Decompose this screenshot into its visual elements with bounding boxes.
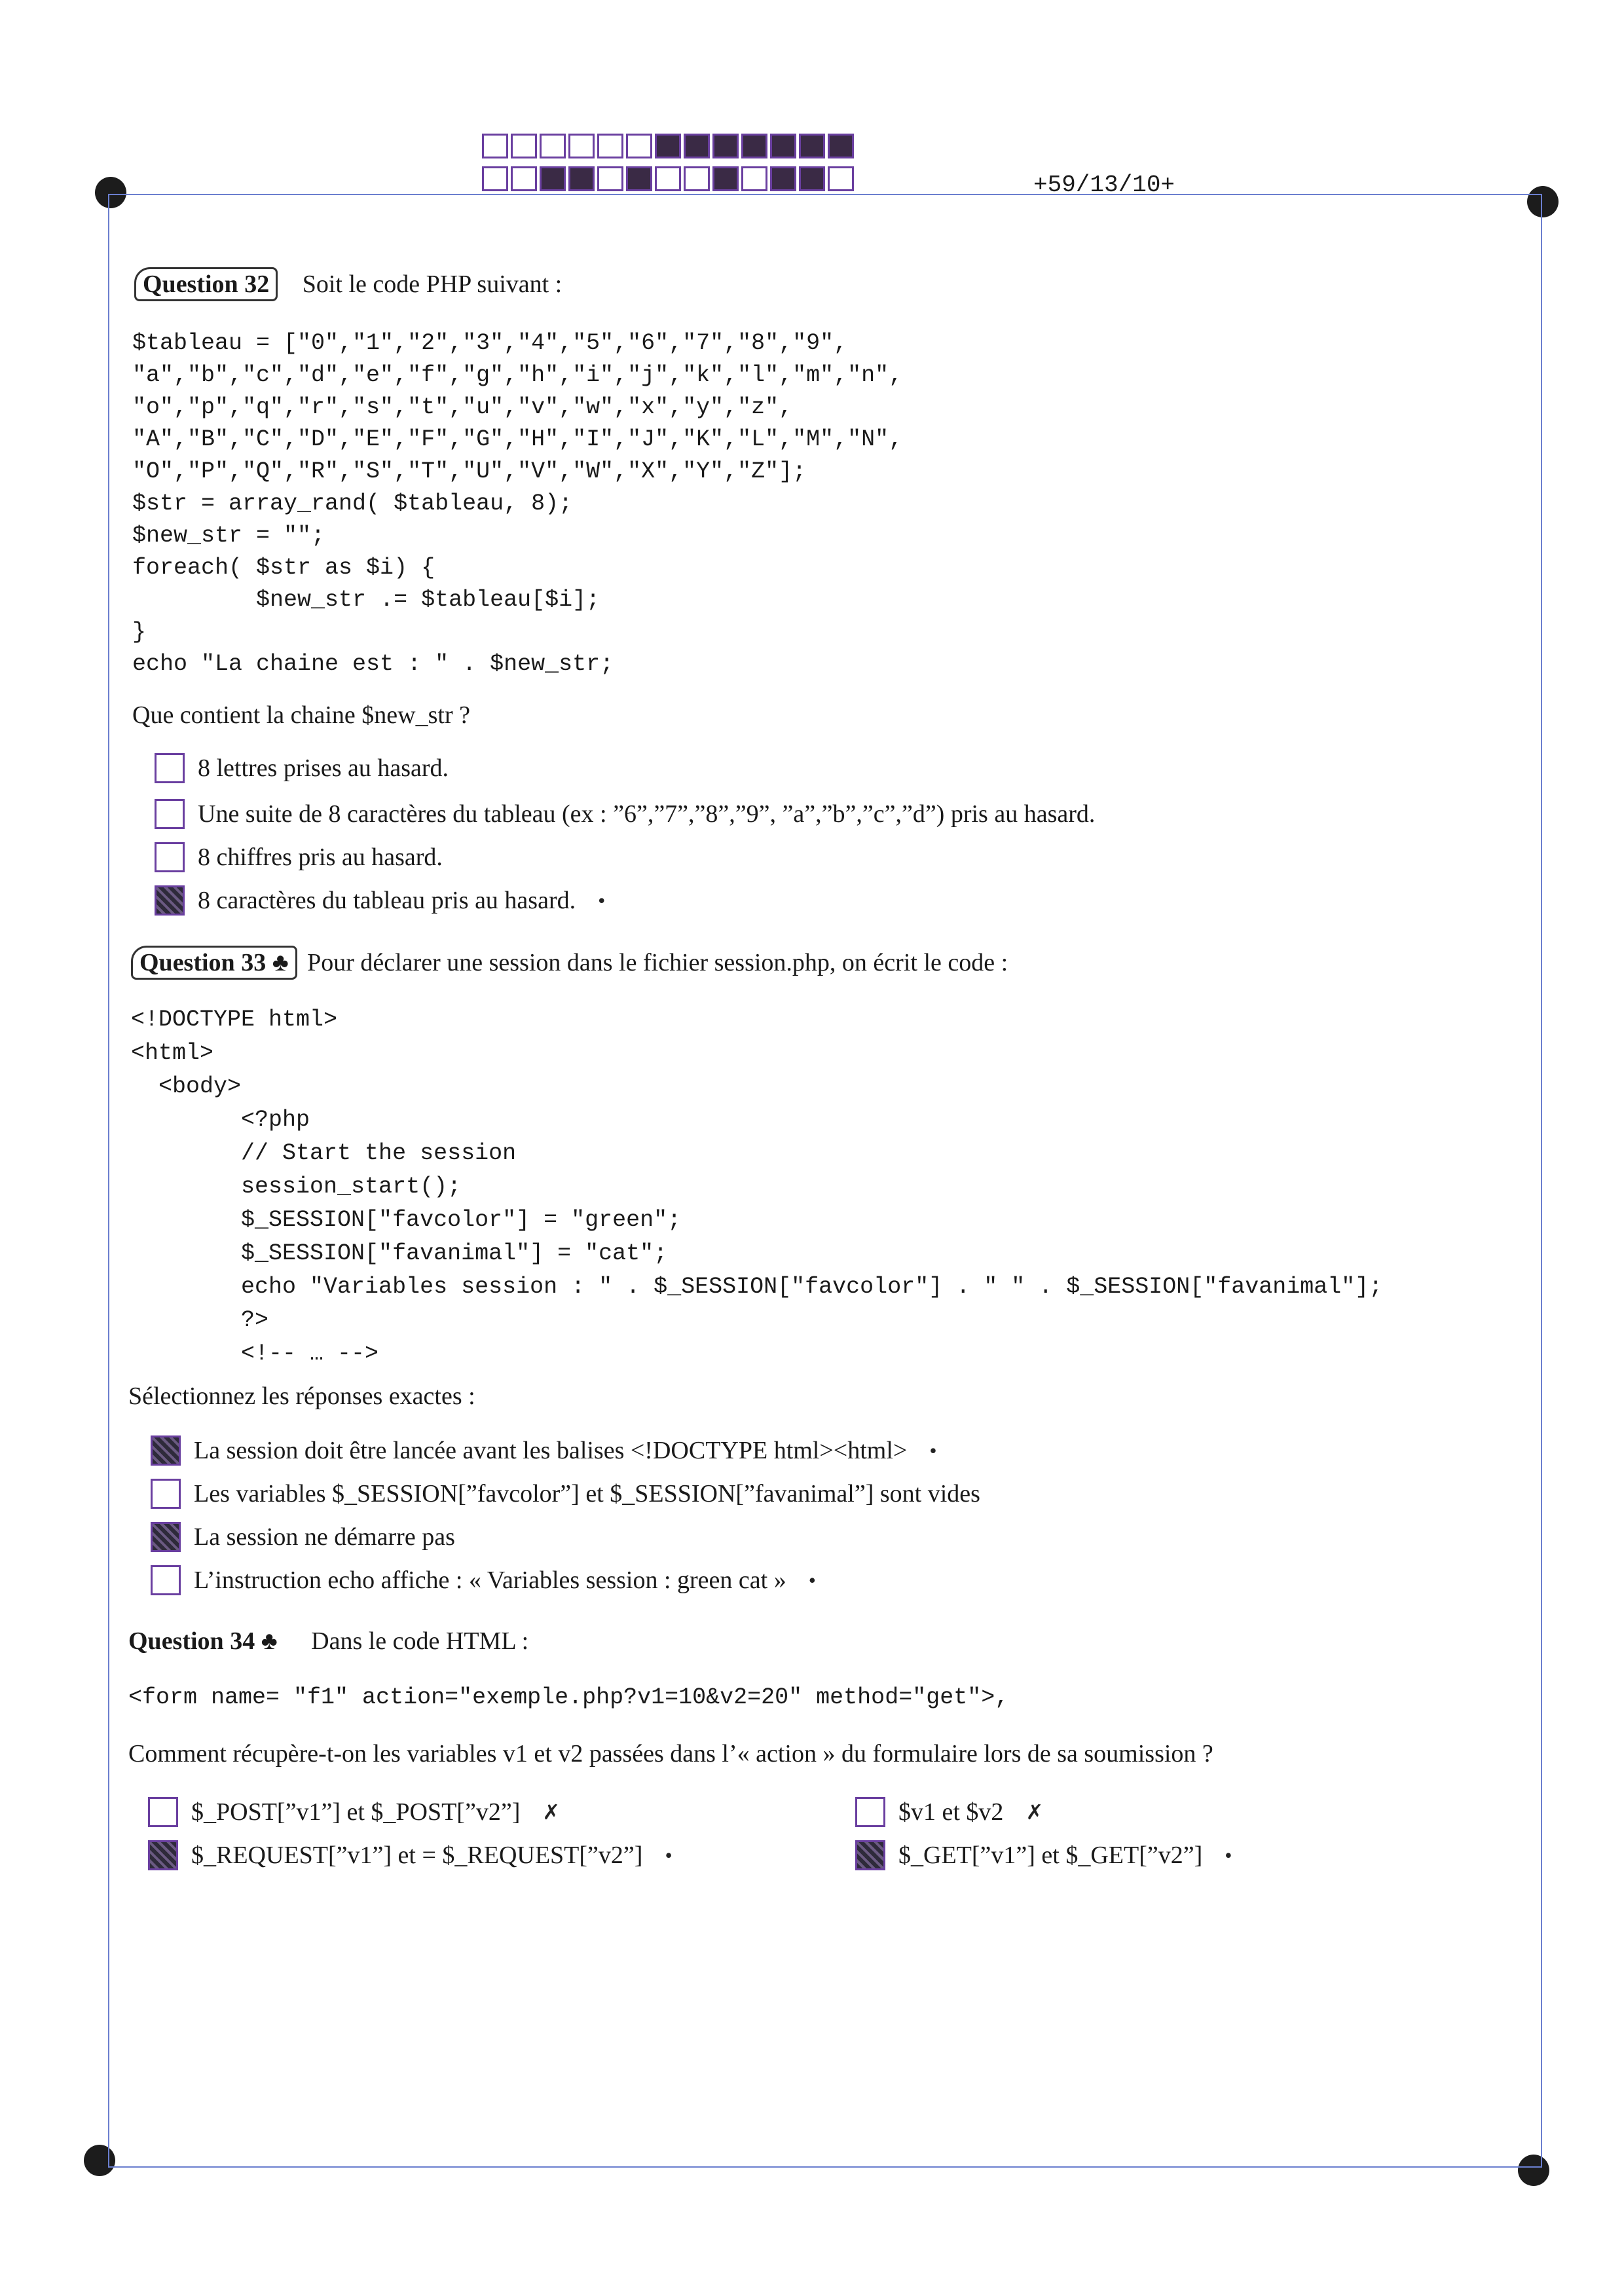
q32-code-line: foreach( $str as $i) {: [132, 555, 435, 581]
q32-option-4-mark: •: [598, 888, 606, 912]
barcode-cell: [799, 134, 825, 158]
q33-option-1[interactable]: [151, 1435, 937, 1466]
question-33-header: [131, 948, 1008, 977]
question-33-intro: Pour déclarer une session dans le fichier session.php, on écrit le code :: [307, 949, 1008, 976]
barcode-cell: [511, 166, 537, 191]
barcode-cell: [655, 166, 681, 191]
barcode-cell: [741, 166, 767, 191]
question-33-prompt: Sélectionnez les réponses exactes :: [128, 1382, 475, 1410]
barcode-cell: [597, 134, 623, 158]
question-32-intro: Soit le code PHP suivant :: [302, 270, 563, 298]
q33-code-line: <html>: [131, 1040, 214, 1066]
q32-checkbox-1[interactable]: [155, 753, 185, 783]
q32-code-line: $new_str .= $tableau[$i];: [132, 587, 600, 613]
q32-code-line: "A","B","C","D","E","F","G","H","I","J","K","L","M","N",: [132, 426, 903, 453]
q34-option-1[interactable]: [148, 1797, 560, 1827]
q34-option-2[interactable]: [855, 1797, 1043, 1827]
barcode-cell: [741, 134, 767, 158]
page-code: +59/13/10+: [1033, 172, 1175, 198]
barcode-cell: [626, 166, 652, 191]
barcode-cell: [626, 134, 652, 158]
question-34-prompt: Comment récupère-t-on les variables v1 et v2 passées dans l’« action » du formulaire lors de sa soumission ?: [128, 1740, 1213, 1768]
q33-code-line: <body>: [131, 1073, 242, 1100]
q33-checkbox-2[interactable]: [151, 1479, 181, 1509]
q33-code-line: <!DOCTYPE html>: [131, 1007, 338, 1033]
question-33-code: [131, 1003, 1382, 1371]
q33-option-3[interactable]: [151, 1522, 455, 1552]
question-32-code: [132, 327, 902, 680]
q33-code-line: $_SESSION["favcolor"] = "green";: [131, 1207, 682, 1233]
q33-checkbox-3[interactable]: [151, 1522, 181, 1552]
barcode-cell: [568, 134, 595, 158]
q32-code-line: $new_str = "";: [132, 523, 325, 549]
q33-code-line: echo "Variables session : " . $_SESSION["favcolor"] . " " . $_SESSION["favanimal"];: [131, 1274, 1383, 1300]
q33-checkbox-1[interactable]: [151, 1435, 181, 1466]
q32-checkbox-2[interactable]: [155, 799, 185, 829]
barcode-row-2: [482, 166, 854, 191]
q32-code-line: "o","p","q","r","s","t","u","v","w","x","y","z",: [132, 394, 793, 420]
q32-option-2[interactable]: [155, 799, 1095, 829]
q32-checkbox-3[interactable]: [155, 842, 185, 872]
q32-option-1[interactable]: [155, 753, 449, 783]
barcode-cell: [770, 166, 796, 191]
question-32-prompt: Que contient la chaine $new_str ?: [132, 701, 470, 729]
question-34-header: [128, 1627, 528, 1656]
q34-option-1-text: $_POST[”v1”] et $_POST[”v2”]: [191, 1798, 521, 1826]
barcode-cell: [684, 166, 710, 191]
q32-option-2-text: Une suite de 8 caractères du tableau (ex : ”6”,”7”,”8”,”9”, ”a”,”b”,”c”,”d”) pris au hasard.: [198, 800, 1096, 828]
q32-code-line: }: [132, 619, 147, 645]
q33-option-1-text: La session doit être lancée avant les balises <!DOCTYPE html><html>: [194, 1437, 908, 1464]
question-32-label: Question 32: [134, 267, 278, 301]
q32-option-1-text: 8 lettres prises au hasard.: [198, 754, 449, 782]
q32-option-4[interactable]: [155, 885, 605, 916]
q34-option-4-mark: •: [1225, 1843, 1232, 1867]
q33-option-2-text: Les variables $_SESSION[”favcolor”] et $_SESSION[”favanimal”] sont vides: [194, 1480, 980, 1508]
q34-checkbox-1[interactable]: [148, 1797, 178, 1827]
q34-checkbox-3[interactable]: [148, 1840, 178, 1870]
q32-code-line: $str = array_rand( $tableau, 8);: [132, 491, 573, 517]
q32-option-4-text: 8 caractères du tableau pris au hasard.: [198, 887, 576, 914]
q34-checkbox-2[interactable]: [855, 1797, 885, 1827]
question-33-label: Question 33 ♣: [131, 946, 297, 980]
q33-code-line: session_start();: [131, 1174, 462, 1200]
q33-code-line: // Start the session: [131, 1140, 517, 1166]
q34-option-4-text: $_GET[”v1”] et $_GET[”v2”]: [898, 1842, 1203, 1869]
q33-option-4[interactable]: [151, 1565, 816, 1595]
barcode-cell: [511, 134, 537, 158]
barcode-cell: [770, 134, 796, 158]
q33-option-4-text: L’instruction echo affiche : « Variables session : green cat »: [194, 1566, 786, 1594]
q33-option-1-mark: •: [929, 1438, 937, 1462]
question-34-intro: Dans le code HTML :: [311, 1627, 529, 1655]
q34-checkbox-4[interactable]: [855, 1840, 885, 1870]
q33-checkbox-4[interactable]: [151, 1565, 181, 1595]
q33-code-line: $_SESSION["favanimal"] = "cat";: [131, 1240, 668, 1267]
q34-option-3[interactable]: [148, 1840, 673, 1870]
q34-option-2-text: $v1 et $v2: [898, 1798, 1004, 1826]
barcode-cell: [712, 166, 739, 191]
barcode-cell: [828, 166, 854, 191]
q32-code-line: "O","P","Q","R","S","T","U","V","W","X","Y","Z"];: [132, 458, 807, 485]
barcode-cell: [540, 134, 566, 158]
q32-checkbox-4[interactable]: [155, 885, 185, 916]
q32-option-3-text: 8 chiffres pris au hasard.: [198, 843, 443, 871]
barcode-cell: [540, 166, 566, 191]
q32-code-line: echo "La chaine est : " . $new_str;: [132, 651, 614, 677]
barcode-row-1: [482, 134, 854, 158]
barcode-cell: [655, 134, 681, 158]
barcode-cell: [482, 134, 508, 158]
q32-option-3[interactable]: [155, 842, 443, 872]
barcode-cell: [712, 134, 739, 158]
barcode-cell: [568, 166, 595, 191]
barcode-cell: [799, 166, 825, 191]
q34-option-3-mark: •: [665, 1843, 673, 1867]
barcode-cell: [828, 134, 854, 158]
q33-code-line: <!-- … -->: [131, 1341, 379, 1367]
q32-code-line: $tableau = ["0","1","2","3","4","5","6","7","8","9",: [132, 330, 848, 356]
q33-option-2[interactable]: [151, 1479, 980, 1509]
barcode-cell: [597, 166, 623, 191]
barcode-cell: [684, 134, 710, 158]
question-34-label: Question 34 ♣: [128, 1627, 278, 1655]
q34-option-3-text: $_REQUEST[”v1”] et = $_REQUEST[”v2”]: [191, 1842, 643, 1869]
q34-option-2-mark: ✗: [1025, 1800, 1044, 1824]
q33-option-4-mark: •: [808, 1568, 816, 1592]
q33-option-3-text: La session ne démarre pas: [194, 1523, 455, 1551]
q32-code-line: "a","b","c","d","e","f","g","h","i","j","k","l","m","n",: [132, 362, 903, 388]
question-34-code: <form name= "f1" action="exemple.php?v1=10&v2=20" method="get">,: [128, 1684, 1009, 1711]
barcode-cell: [482, 166, 508, 191]
q34-option-4[interactable]: [855, 1840, 1232, 1870]
question-32-header: [134, 270, 562, 299]
q34-option-1-mark: ✗: [542, 1800, 561, 1824]
q33-code-line: ?>: [131, 1307, 269, 1333]
q33-code-line: <?php: [131, 1107, 310, 1133]
